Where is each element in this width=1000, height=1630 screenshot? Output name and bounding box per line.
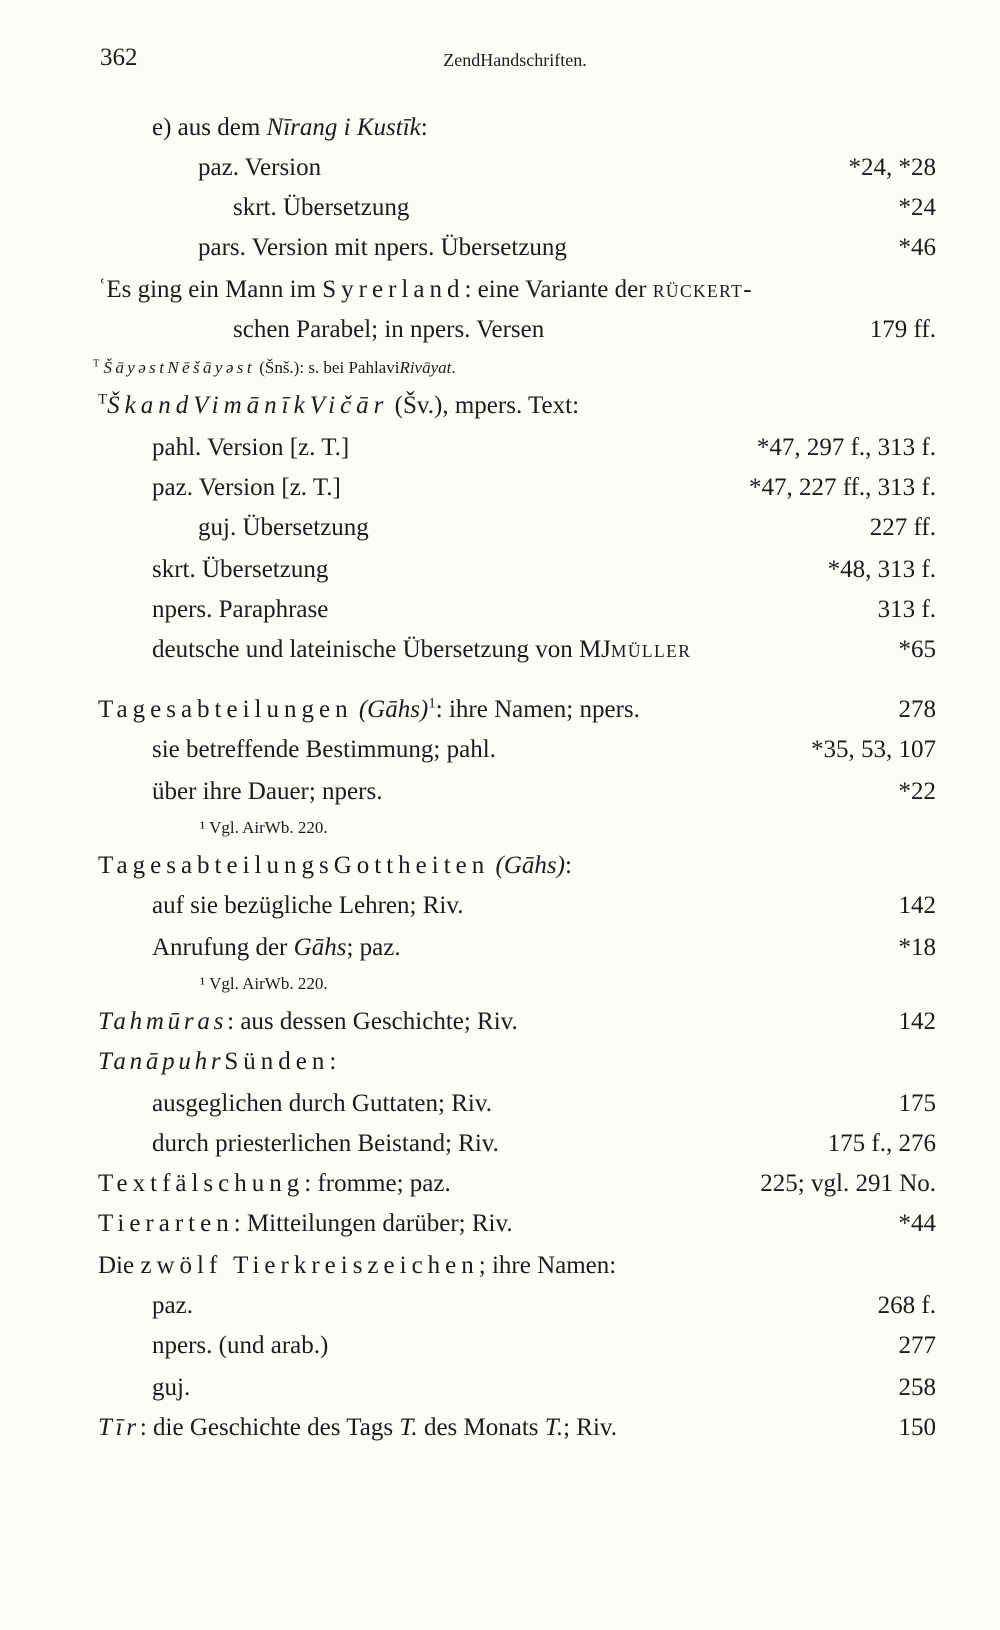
index-entry: $^T$ ŠāyəstNēšāyəst (Šnš.): s. bei PahlaviRivāyat. xyxy=(93,358,456,377)
index-line: auf sie bezügliche Lehren; Riv. 142 xyxy=(0,886,936,926)
page-ref: *18 xyxy=(898,934,936,961)
page-ref: 277 xyxy=(898,1332,936,1359)
index-entry: $^T$ŠkandVimānīkVičār (Šv.), mpers. Text: xyxy=(98,391,580,419)
index-entry: Tierarten: Mitteilungen darüber; Riv. *44 xyxy=(0,1204,936,1244)
page-ref: 142 xyxy=(898,892,936,919)
page-ref: *44 xyxy=(898,1210,936,1237)
index-line: guj. 258 xyxy=(0,1368,936,1408)
page-header xyxy=(100,44,930,84)
page-ref: 227 ff. xyxy=(869,514,936,541)
index-line: Anrufung der Gāhs; paz. *18 xyxy=(0,928,936,968)
index-line: paz. 268 f. xyxy=(0,1286,936,1326)
index-entry: Tahmūras: aus dessen Geschichte; Riv. 142 xyxy=(0,1002,936,1042)
page-ref: 313 f. xyxy=(877,596,936,623)
footnote: ¹ Vgl. AirWb. 220. xyxy=(200,818,328,837)
index-line: guj. Übersetzung 227 ff. xyxy=(0,508,936,548)
page-ref: 175 f., 276 xyxy=(827,1130,936,1157)
index-line: sie betreffende Bestimmung; pahl. *35, 53, 107 xyxy=(0,730,936,770)
page-ref: 278 xyxy=(898,696,936,723)
index-entry: Textfälschung: fromme; paz. 225; vgl. 291 No. xyxy=(0,1164,936,1204)
page-ref: 142 xyxy=(898,1008,936,1035)
page-ref: *24, *28 xyxy=(848,154,936,181)
index-entry: Tīr: die Geschichte des Tags T. des Monats T.; Riv. 150 xyxy=(0,1408,936,1448)
page-ref: 268 f. xyxy=(877,1292,936,1319)
running-title: ZendHandschriften. xyxy=(443,50,587,70)
index-line: e) aus dem Nīrang i Kustīk: xyxy=(152,114,428,141)
page-ref: 179 ff. xyxy=(869,316,936,343)
footnote: ¹ Vgl. AirWb. 220. xyxy=(200,974,328,993)
index-line: paz. Version [z. T.] *47, 227 ff., 313 f. xyxy=(0,468,936,508)
page-ref: 150 xyxy=(898,1414,936,1441)
page-ref: *48, 313 f. xyxy=(827,556,936,583)
page-ref: *35, 53, 107 xyxy=(811,736,936,763)
index-entry: Die zwölf Tierkreiszeichen; ihre Namen: xyxy=(98,1252,617,1279)
entry-title: Nīrang i Kustīk xyxy=(266,114,421,141)
page-ref: 225; vgl. 291 No. xyxy=(760,1170,936,1197)
page-ref: *24 xyxy=(898,194,936,221)
index-entry: Tagesabteilungen (Gāhs)$^1$: ihre Namen; npers. 278 xyxy=(0,690,936,730)
index-line: deutsche und lateinische Übersetzung von MJMÜLLER *65 xyxy=(0,630,936,670)
index-entry: TanāpuhrSünden: xyxy=(98,1048,337,1075)
index-line: npers. Paraphrase 313 f. xyxy=(0,590,936,630)
index-entry: TagesabteilungsGottheiten (Gāhs): xyxy=(98,852,572,879)
page-ref: *22 xyxy=(898,778,936,805)
footnote-marker: 1 xyxy=(428,695,436,712)
page-number: 362 xyxy=(100,44,138,71)
index-line: über ihre Dauer; npers. *22 xyxy=(0,772,936,812)
page-ref: 258 xyxy=(898,1374,936,1401)
index-line: skrt. Übersetzung *24 xyxy=(0,188,936,228)
index-line: pahl. Version [z. T.] *47, 297 f., 313 f. xyxy=(0,428,936,468)
index-line: durch priesterlichen Beistand; Riv. 175 f., 276 xyxy=(0,1124,936,1164)
index-line: ausgeglichen durch Guttaten; Riv. 175 xyxy=(0,1084,936,1124)
index-entry: ʿEs ging ein Mann im Syrerland: eine Variante der RÜCKERT- xyxy=(98,276,752,303)
page-ref: 175 xyxy=(898,1090,936,1117)
index-line: schen Parabel; in npers. Versen 179 ff. xyxy=(0,310,936,350)
index-line: skrt. Übersetzung *48, 313 f. xyxy=(0,550,936,590)
page-ref: *47, 297 f., 313 f. xyxy=(756,434,936,461)
page-ref: *47, 227 ff., 313 f. xyxy=(748,474,936,501)
page-ref: *65 xyxy=(898,636,936,663)
index-line: npers. (und arab.) 277 xyxy=(0,1326,936,1366)
index-line: pars. Version mit npers. Übersetzung *46 xyxy=(0,228,936,268)
index-line: paz. Version *24, *28 xyxy=(0,148,936,188)
page-ref: *46 xyxy=(898,234,936,261)
